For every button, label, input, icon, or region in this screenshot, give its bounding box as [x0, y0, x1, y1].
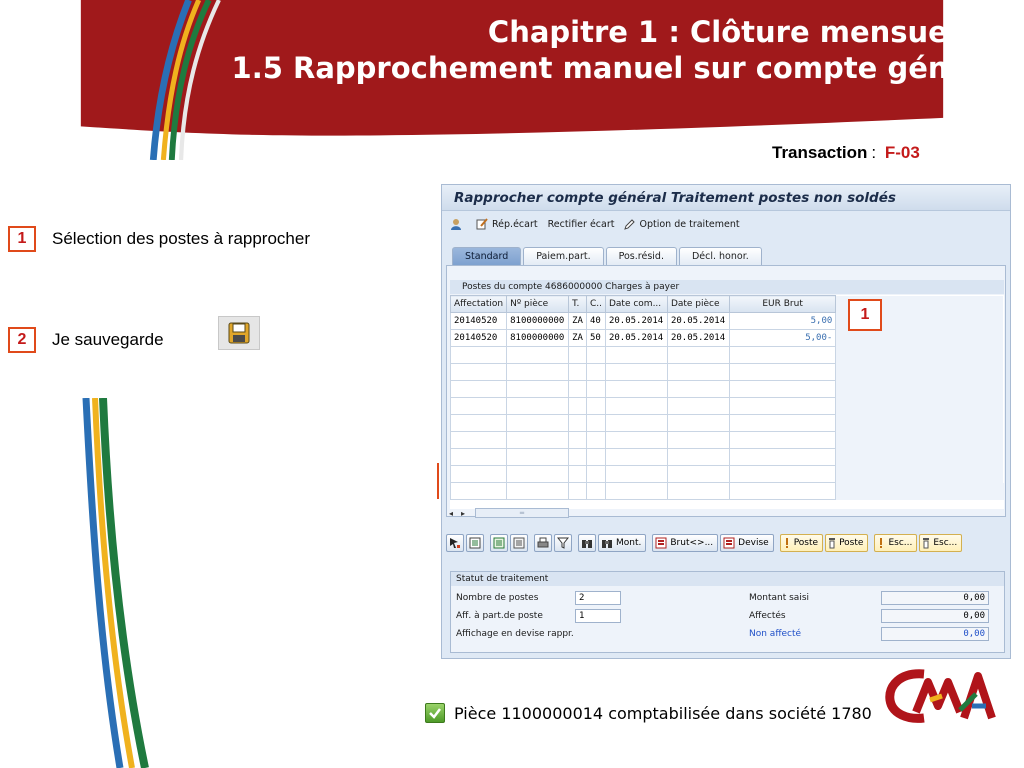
table-row[interactable] — [451, 347, 1004, 364]
cell-empty — [836, 330, 1004, 347]
montant-saisi-field: 0,00 — [881, 591, 989, 605]
sap-toolbar — [442, 212, 1010, 236]
step-2-number: 2 — [8, 327, 36, 353]
gross-net-button[interactable] — [652, 534, 718, 552]
step-2 — [8, 327, 164, 353]
gross-net-label: Brut<>... — [670, 538, 714, 548]
toolbar-rectifier-ecart-button[interactable] — [548, 219, 615, 230]
col-header-eur-brut[interactable]: EUR Brut — [729, 296, 835, 313]
table-header-row — [451, 296, 1004, 313]
poste-button-2-label: Poste — [839, 538, 864, 548]
tab-panel — [446, 265, 1006, 517]
cell-affectation[interactable]: 20140520 — [451, 313, 507, 330]
horizontal-scrollbar[interactable] — [445, 507, 585, 519]
person-icon — [450, 218, 462, 230]
table-row[interactable] — [451, 466, 1004, 483]
cell-eur-brut[interactable]: 5,00 — [729, 313, 835, 330]
cell-eur-brut[interactable]: 5,00- — [729, 330, 835, 347]
tab-decl-honor[interactable]: Décl. honor. — [679, 247, 762, 265]
col-header-cle[interactable]: C.. — [586, 296, 605, 313]
aff-part-poste-field[interactable]: 1 — [575, 609, 621, 623]
slide-title — [12, 14, 1012, 86]
nombre-postes-field[interactable]: 2 — [575, 591, 621, 605]
success-check-icon — [425, 703, 445, 723]
table-row[interactable] — [451, 364, 1004, 381]
cell-date-piece[interactable]: 20.05.2014 — [667, 330, 729, 347]
transaction-info — [772, 143, 920, 163]
scroll-left-icon[interactable]: ◂ — [448, 508, 453, 518]
activate-items-button[interactable] — [490, 534, 508, 552]
exclamation-bin-icon — [828, 537, 836, 549]
col-header-date-piece[interactable]: Date pièce — [667, 296, 729, 313]
select-all-icon — [449, 537, 461, 549]
exclamation-bin-icon — [922, 537, 930, 549]
step-1-number: 1 — [8, 226, 36, 252]
escompte-button-2-label: Esc... — [933, 538, 958, 548]
edit-icon — [476, 218, 488, 230]
cell-date-comptable[interactable]: 20.05.2014 — [605, 330, 667, 347]
table-caption: Postes du compte 4686000000 Charges à payer — [450, 280, 1004, 294]
activate-items-icon — [493, 537, 505, 549]
sap-window — [441, 184, 1011, 659]
tab-standard[interactable]: Standard — [452, 247, 521, 265]
affectes-label: Affectés — [749, 611, 786, 621]
table-row[interactable] — [451, 381, 1004, 398]
print-icon — [537, 537, 549, 549]
binoculars-amount-icon — [601, 537, 613, 549]
toolbar-rectifier-ecart-label: Rectifier écart — [547, 218, 615, 230]
deactivate-items-button[interactable] — [510, 534, 528, 552]
cma-logo — [884, 666, 996, 728]
deselect-all-icon — [469, 537, 481, 549]
scroll-right-icon[interactable]: ▸ — [460, 508, 465, 518]
callout-1: 1 — [848, 299, 882, 331]
table-row[interactable] — [451, 330, 1004, 347]
poste-button-1-label: Poste — [793, 538, 819, 548]
escompte-button-2[interactable] — [919, 534, 962, 552]
col-header-affectation[interactable]: Affectation — [451, 296, 507, 313]
nombre-postes-label: Nombre de postes — [456, 593, 539, 603]
save-icon — [218, 316, 260, 350]
cell-type[interactable]: ZA — [569, 313, 587, 330]
deactivate-items-icon — [513, 537, 525, 549]
escompte-button-1-label: Esc... — [888, 538, 913, 548]
decorative-ribbons — [70, 398, 160, 768]
find-button[interactable] — [578, 534, 596, 552]
cell-affectation[interactable]: 20140520 — [451, 330, 507, 347]
sap-tabs — [452, 247, 764, 265]
pencil-icon — [624, 219, 635, 230]
affectes-field: 0,00 — [881, 609, 989, 623]
status-group-title: Statut de traitement — [451, 572, 1004, 586]
sap-window-title: Rapprocher compte général Traitement postes non soldés — [442, 185, 1010, 211]
processing-status-group — [450, 571, 1005, 653]
toolbar-option-traitement-label: Option de traitement — [639, 218, 740, 230]
affichage-devise-label: Affichage en devise rappr. — [456, 629, 574, 639]
tab-pos-resid[interactable]: Pos.résid. — [606, 247, 677, 265]
binoculars-icon — [581, 537, 593, 549]
col-header-type[interactable]: T. — [569, 296, 587, 313]
cell-no-piece[interactable]: 8100000000 — [507, 313, 569, 330]
highlight-marker — [437, 463, 439, 499]
exclamation-icon — [877, 537, 885, 549]
slide-title-line1: Chapitre 1 : Clôture mensuelle – — [487, 15, 1012, 49]
cell-date-comptable[interactable]: 20.05.2014 — [605, 313, 667, 330]
grid-button-bar — [446, 534, 1008, 552]
cell-cle[interactable]: 40 — [586, 313, 605, 330]
currency-label: Devise — [738, 538, 769, 548]
transaction-label: Transaction — [772, 143, 868, 162]
table-row[interactable] — [451, 415, 1004, 432]
find-amount-button[interactable] — [598, 534, 646, 552]
status-message-bar[interactable] — [425, 700, 872, 726]
step-1 — [8, 226, 310, 252]
transaction-code: F-03 — [884, 143, 920, 162]
toolbar-option-traitement-button[interactable] — [624, 219, 739, 230]
table-row[interactable] — [451, 449, 1004, 466]
currency-button[interactable] — [720, 534, 774, 552]
gross-net-icon — [655, 537, 667, 549]
poste-button-1[interactable] — [780, 534, 823, 552]
postes-table — [450, 295, 1004, 509]
slide-title-line2: 1.5 Rapprochement manuel sur compte général — [231, 51, 1012, 85]
filter-button[interactable] — [554, 534, 572, 552]
table-row[interactable] — [451, 313, 1004, 330]
print-button[interactable] — [534, 534, 552, 552]
step-1-text: Sélection des postes à rapprocher — [52, 229, 310, 248]
status-message-text: Pièce 1100000014 comptabilisée dans société 1780 — [454, 703, 872, 723]
escompte-button-1[interactable] — [874, 534, 917, 552]
find-amount-label: Mont. — [616, 538, 642, 548]
cell-date-piece[interactable]: 20.05.2014 — [667, 313, 729, 330]
select-all-button[interactable] — [446, 534, 464, 552]
table-row[interactable] — [451, 483, 1004, 500]
toolbar-person-button[interactable] — [450, 218, 466, 230]
exclamation-icon — [783, 537, 791, 549]
currency-icon — [723, 537, 735, 549]
non-affecte-label: Non affecté — [749, 629, 802, 639]
filter-icon — [557, 537, 569, 549]
montant-saisi-label: Montant saisi — [749, 593, 810, 603]
table-row[interactable] — [451, 432, 1004, 449]
cell-no-piece[interactable]: 8100000000 — [507, 330, 569, 347]
tab-paiem-part[interactable]: Paiem.part. — [523, 247, 603, 265]
col-header-no-piece[interactable]: Nº pièce — [507, 296, 569, 313]
cell-cle[interactable]: 50 — [586, 330, 605, 347]
step-2-text: Je sauvegarde — [52, 330, 164, 349]
non-affecte-field: 0,00 — [881, 627, 989, 641]
toolbar-rep-ecart-button[interactable] — [476, 218, 538, 230]
col-header-date-comptable[interactable]: Date com... — [605, 296, 667, 313]
table-row[interactable] — [451, 398, 1004, 415]
cell-type[interactable]: ZA — [569, 330, 587, 347]
deselect-all-button[interactable] — [466, 534, 484, 552]
scroll-thumb[interactable]: ═ — [475, 508, 569, 518]
poste-button-2[interactable] — [825, 534, 868, 552]
transaction-colon: : — [871, 143, 877, 162]
toolbar-rep-ecart-label: Rép.écart — [492, 218, 538, 230]
aff-part-poste-label: Aff. à part.de poste — [456, 611, 543, 621]
